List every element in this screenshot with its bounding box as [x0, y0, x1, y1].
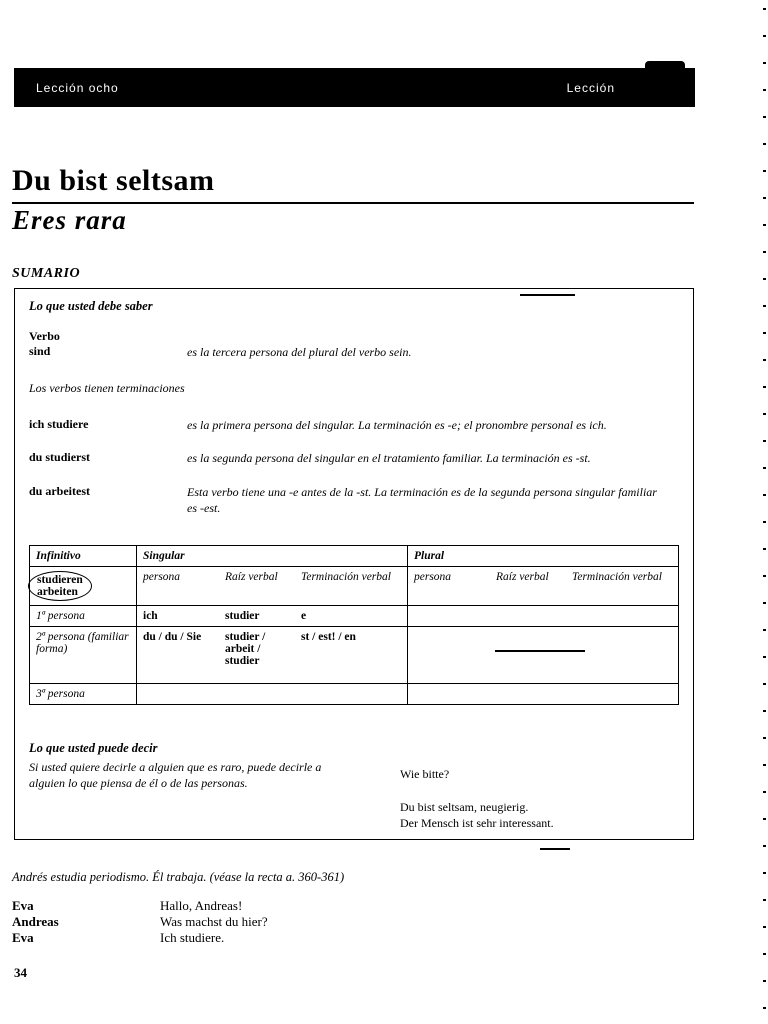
row-singular	[137, 606, 408, 627]
edge-tick-mark	[763, 872, 766, 874]
table-row	[30, 627, 679, 684]
scan-artifact	[540, 848, 570, 850]
section-label: SUMARIO	[12, 266, 81, 281]
infinitive-cell	[30, 567, 137, 606]
row-pronoun: du / du / Sie	[143, 631, 202, 643]
sub-stem: Raíz verbal	[225, 571, 278, 583]
summary-box	[14, 288, 694, 840]
dialog-utterance: Ich studiere.	[160, 930, 225, 945]
edge-tick-mark	[763, 953, 766, 955]
page-number: 34	[14, 965, 27, 980]
row-singular	[137, 684, 408, 705]
row-plural	[408, 606, 679, 627]
edge-tick-mark	[763, 8, 766, 10]
edge-tick-mark	[763, 170, 766, 172]
term-definition: es la primera persona del singular. La terminación es -e; el pronombre personal es ich.	[187, 418, 607, 432]
row-ending: st / est! / en	[301, 631, 356, 643]
edge-tick-mark	[763, 359, 766, 361]
term-du-arbeitest: du arbeitest	[29, 484, 90, 498]
edge-tick-mark	[763, 332, 766, 334]
row-pronoun: ich	[143, 610, 158, 622]
edge-tick-mark	[763, 629, 766, 631]
dialog-speaker: Eva	[12, 898, 34, 913]
edge-tick-mark	[763, 899, 766, 901]
table-row	[30, 606, 679, 627]
dialog-speaker: Eva	[12, 930, 34, 945]
header-bar	[14, 68, 695, 107]
edge-tick-mark	[763, 197, 766, 199]
edge-tick-mark	[763, 980, 766, 982]
edge-tick-mark	[763, 143, 766, 145]
edge-tick-mark	[763, 818, 766, 820]
infinitive-circle	[28, 571, 92, 601]
edge-tick-mark	[763, 35, 766, 37]
term-ich-studiere: ich studiere	[29, 417, 89, 431]
endings-note: Los verbos tienen terminaciones	[29, 381, 185, 395]
edge-tick-mark	[763, 251, 766, 253]
edge-tick-mark	[763, 656, 766, 658]
row-person: 3ª persona	[30, 684, 137, 705]
sub-ending: Terminación verbal	[301, 571, 391, 583]
edge-tick-mark	[763, 737, 766, 739]
header-singular: Singular	[137, 546, 408, 567]
edge-tick-mark	[763, 494, 766, 496]
plural-subheader	[408, 567, 679, 606]
edge-tick-mark	[763, 62, 766, 64]
term-definition: es la segunda persona del singular en el tratamiento familiar. La terminación es -st.	[187, 451, 591, 465]
sub-person: persona	[414, 571, 452, 583]
table-header-row	[30, 546, 679, 567]
header-infinitive: Infinitivo	[30, 546, 137, 567]
scan-artifact	[520, 294, 575, 296]
task-instruction: Andrés estudia periodismo. Él trabaja. (véase la recta a. 360-361)	[12, 870, 345, 884]
conjugation-table	[29, 545, 679, 705]
edge-tick-mark	[763, 575, 766, 577]
row-plural	[408, 627, 679, 684]
row-singular	[137, 627, 408, 684]
edge-tick-mark	[763, 467, 766, 469]
table-subheader-row	[30, 567, 679, 606]
header-left-text: Lección ocho	[36, 81, 119, 95]
edge-tick-mark	[763, 764, 766, 766]
say-heading: Lo que usted puede decir	[29, 741, 158, 755]
edge-tick-mark	[763, 305, 766, 307]
row-person: 2ª persona (familiar forma)	[30, 627, 137, 684]
edge-tick-mark	[763, 548, 766, 550]
sub-person: persona	[143, 571, 181, 583]
edge-tick-mark	[763, 710, 766, 712]
term-definition: Esta verbo tiene una -e antes de la -st. La terminación es de la segunda persona singular familiar es -est.	[187, 485, 657, 515]
edge-tick-mark	[763, 116, 766, 118]
header-plural: Plural	[408, 546, 679, 567]
edge-tick-mark	[763, 386, 766, 388]
edge-tick-mark	[763, 602, 766, 604]
edge-tick-mark	[763, 791, 766, 793]
row-ending: e	[301, 610, 307, 622]
dialog-utterance: Was machst du hier?	[160, 914, 268, 929]
edge-tick-mark	[763, 521, 766, 523]
singular-subheader	[137, 567, 408, 606]
title-spanish: Eres rara	[12, 205, 127, 235]
row-plural	[408, 684, 679, 705]
dialog-speaker: Andreas	[12, 914, 59, 929]
title-rule	[12, 202, 694, 204]
scan-artifact	[495, 650, 585, 652]
verb-definition: es la tercera persona del plural del verbo sein.	[187, 345, 412, 359]
say-right-phrase-2: Du bist seltsam, neugierig. Der Mensch ist sehr interessant.	[400, 800, 554, 830]
sub-stem: Raíz verbal	[496, 571, 549, 583]
say-right-phrase-1: Wie bitte?	[400, 767, 450, 781]
edge-tick-mark	[763, 440, 766, 442]
row-stem: studier	[225, 610, 260, 622]
edge-tick-mark	[763, 278, 766, 280]
verb-term: sind	[29, 344, 51, 358]
edge-tick-mark	[763, 89, 766, 91]
term-du-studierst: du studierst	[29, 450, 91, 464]
table-row	[30, 684, 679, 705]
title-german: Du bist seltsam	[12, 164, 215, 197]
edge-tick-mark	[763, 926, 766, 928]
header-right-text: Lección	[566, 81, 615, 95]
infinitive-arbeiten: arbeiten	[37, 586, 78, 598]
infinitive-studieren: studieren	[37, 574, 83, 586]
dialog-utterance: Hallo, Andreas!	[160, 898, 243, 913]
right-edge-marks	[760, 0, 768, 1024]
edge-tick-mark	[763, 224, 766, 226]
edge-tick-mark	[763, 845, 766, 847]
edge-tick-mark	[763, 1007, 766, 1009]
row-stem: studier / arbeit / studier	[225, 631, 266, 667]
verb-label: Verbo	[29, 329, 60, 343]
edge-tick-mark	[763, 683, 766, 685]
sub-ending: Terminación verbal	[572, 571, 662, 583]
say-left-text: Si usted quiere decirle a alguien que es raro, puede decirle a alguien lo que piensa de él o de las personas.	[29, 760, 322, 790]
edge-tick-mark	[763, 413, 766, 415]
box-heading: Lo que usted debe saber	[29, 299, 153, 313]
row-person: 1ª persona	[30, 606, 137, 627]
